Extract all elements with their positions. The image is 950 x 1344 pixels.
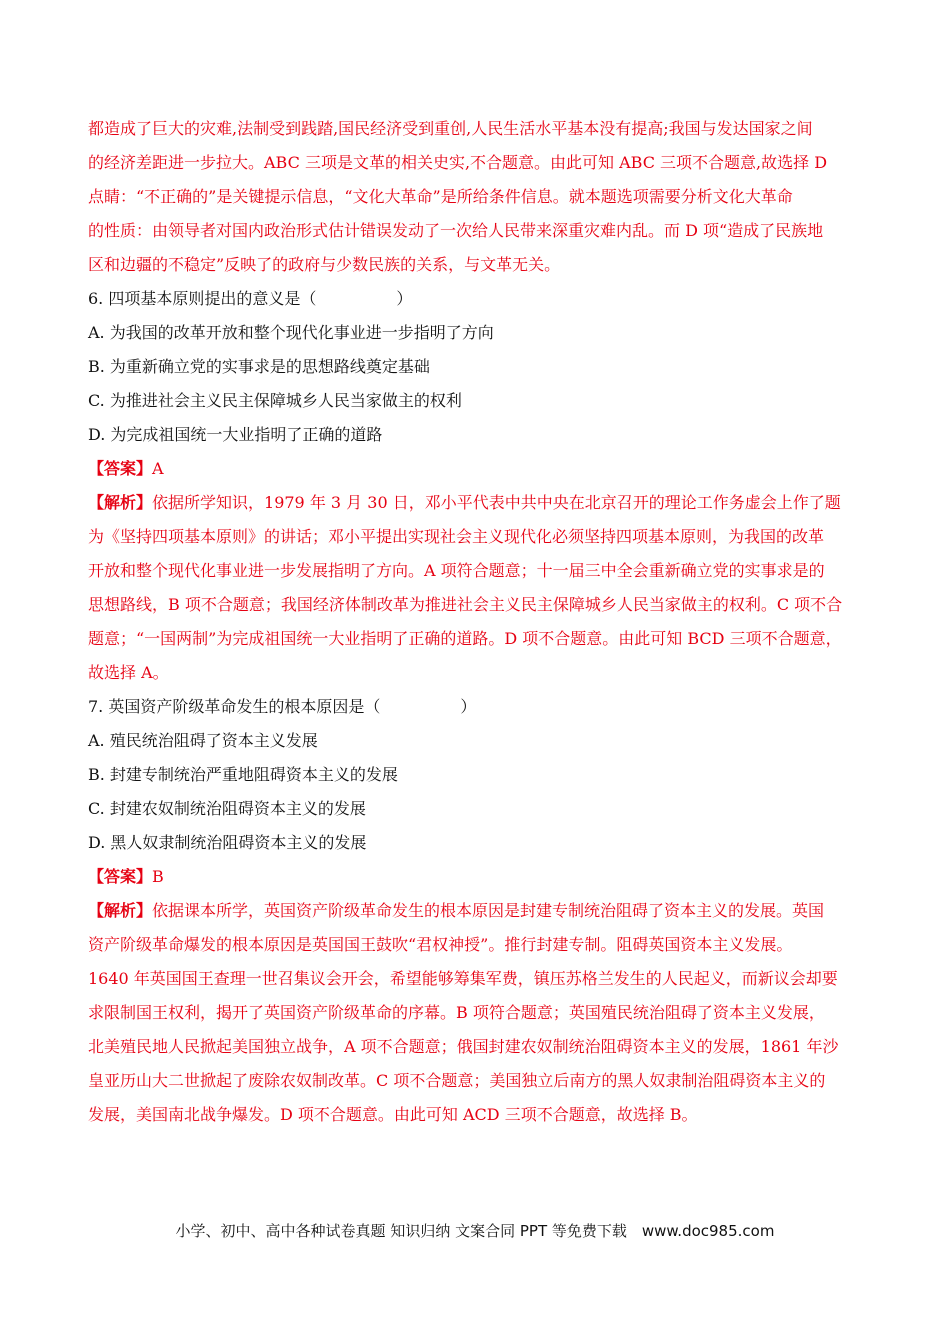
analysis-line: 为《坚持四项基本原则》的讲话；邓小平提出实现社会主义现代化必须坚持四项基本原则，为我国的改革: [88, 527, 825, 546]
option-a: A. 殖民统治阻碍了资本主义发展: [88, 731, 318, 750]
option-d: D. 为完成祖国统一大业指明了正确的道路: [88, 425, 383, 444]
question-7: [88, 690, 868, 1132]
analysis-line: [88, 486, 868, 520]
option-a: A. 为我国的改革开放和整个现代化事业进一步指明了方向: [88, 323, 494, 342]
analysis-text: 依据所学知识，1979 年 3 月 30 日，邓小平代表中共中央在北京召开的理论工作务虚会上作了题: [152, 493, 841, 512]
document-body: [88, 112, 868, 1132]
answer-value: B: [152, 867, 164, 886]
question-stem: 6. 四项基本原则提出的意义是（ ）: [88, 289, 413, 308]
option-d: D. 黑人奴隶制统治阻碍资本主义的发展: [88, 833, 367, 852]
question-6: [88, 282, 868, 690]
analysis-line: 题意；“一国两制”为完成祖国统一大业指明了正确的道路。D 项不合题意。由此可知 BCD 三项不合题意，: [88, 629, 842, 648]
analysis-line: 开放和整个现代化事业进一步发展指明了方向。A 项符合题意；十一届三中全会重新确立党的实事求是的: [88, 561, 825, 580]
question-stem: 7. 英国资产阶级革命发生的根本原因是（ ）: [88, 697, 477, 716]
analysis-text: 依据课本所学，英国资产阶级革命发生的根本原因是封建专制统治阻碍了资本主义的发展。英国: [152, 901, 825, 920]
answer-value: A: [152, 459, 164, 478]
analysis-line: 资产阶级革命爆发的根本原因是英国国王鼓吹“君权神授”。推行封建专制。阻碍英国资本主义发展。: [88, 935, 793, 954]
analysis-line: [88, 894, 868, 928]
option-c: C. 封建农奴制统治阻碍资本主义的发展: [88, 799, 366, 818]
answer-tag: 【答案】: [88, 867, 153, 886]
analysis-line: 北美殖民地人民掀起美国独立战争，A 项不合题意；俄国封建农奴制统治阻碍资本主义的发展，1861 年沙: [88, 1037, 839, 1056]
option-c: C. 为推进社会主义民主保障城乡人民当家做主的权利: [88, 391, 462, 410]
answer-line: [88, 860, 868, 894]
analysis-line: 都造成了巨大的灾难,法制受到践踏,国民经济受到重创,人民生活水平基本没有提高;我国与发达国家之间: [88, 119, 813, 138]
analysis-tag: 【解析】: [88, 493, 153, 512]
page-footer: 小学、初中、高中各种试卷真题 知识归纳 文案合同 PPT 等免费下载 www.doc985.com: [175, 1222, 775, 1240]
option-b: B. 封建专制统治严重地阻碍资本主义的发展: [88, 765, 398, 784]
analysis-tag: 【解析】: [88, 901, 153, 920]
analysis-line: 故选择 A。: [88, 663, 169, 682]
answer-line: [88, 452, 868, 486]
tip-line: 区和边疆的不稳定”反映了的政府与少数民族的关系，与文革无关。: [88, 255, 561, 274]
previous-analysis-continuation: [88, 112, 868, 282]
answer-tag: 【答案】: [88, 459, 153, 478]
analysis-line: 求限制国王权利，揭开了英国资产阶级革命的序幕。B 项符合题意；英国殖民统治阻碍了资本主义发展，: [88, 1003, 825, 1022]
tip-line: 的性质：由领导者对国内政治形式估计错误发动了一次给人民带来深重灾难内乱。而 D 项“造成了民族地: [88, 221, 824, 240]
analysis-line: 思想路线，B 项不合题意；我国经济体制改革为推进社会主义民主保障城乡人民当家做主的权利。C 项不合: [88, 595, 843, 614]
analysis-line: 发展，美国南北战争爆发。D 项不合题意。由此可知 ACD 三项不合题意，故选择 B。: [88, 1105, 698, 1124]
option-b: B. 为重新确立党的实事求是的思想路线奠定基础: [88, 357, 430, 376]
analysis-line: 1640 年英国国王查理一世召集议会开会，希望能够筹集军费，镇压苏格兰发生的人民起义，而新议会却要: [88, 969, 838, 988]
analysis-line: 的经济差距进一步拉大。ABC 三项是文革的相关史实,不合题意。由此可知 ABC 三项不合题意,故选择 D: [88, 153, 828, 172]
analysis-line: 皇亚历山大二世掀起了废除农奴制改革。C 项不合题意；美国独立后南方的黑人奴隶制治阻碍资本主义的: [88, 1071, 826, 1090]
tip-line: 点睛：“不正确的”是关键提示信息，“文化大革命”是所给条件信息。就本题选项需要分析文化大革命: [88, 187, 793, 206]
